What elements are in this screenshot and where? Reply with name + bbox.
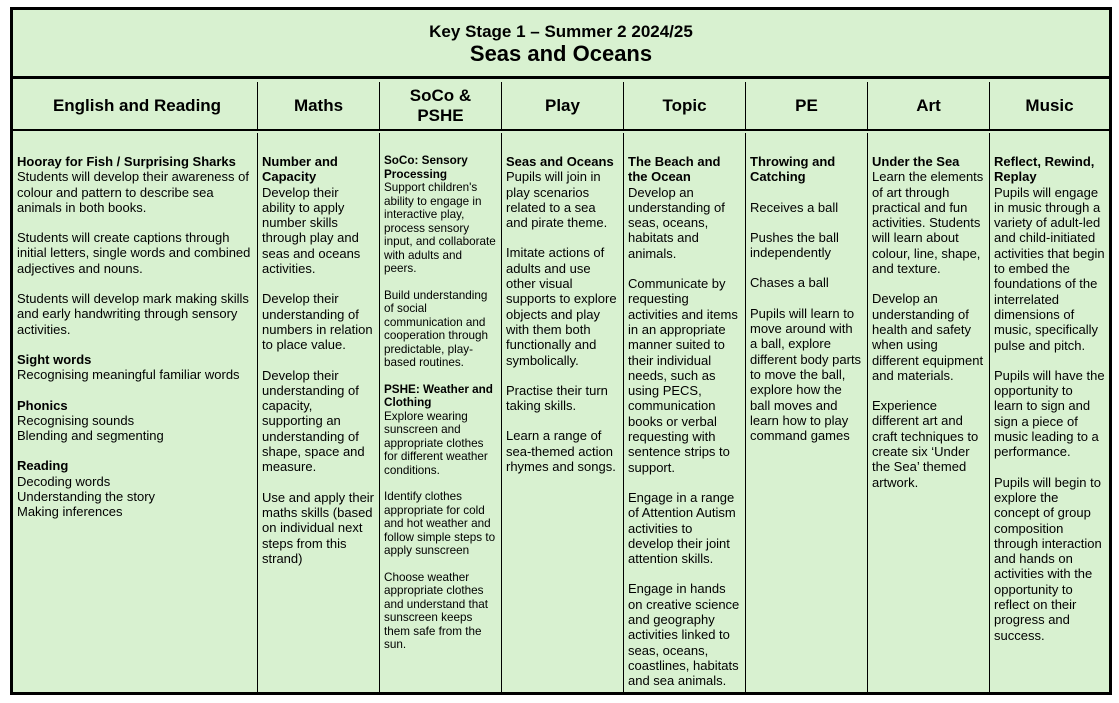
header-music: Music — [989, 82, 1109, 129]
header-pe: PE — [745, 82, 867, 129]
play-heading: Seas and Oceans — [506, 154, 614, 169]
header-soco-pshe-label: SoCo & PSHE — [409, 85, 472, 125]
topic-paragraph: Communicate by requesting activities and items in an appropriate manner suited to their individual needs, such as using PECS, communication books or verbal requesting with sentence strips to support. — [628, 276, 738, 475]
maths-paragraph: Develop their ability to apply number skills through play and seas and oceans activities. — [262, 184, 361, 277]
header-play: Play — [501, 82, 623, 129]
maths-paragraph: Develop their understanding of numbers in relation to place value. — [262, 291, 373, 353]
cell-play — [501, 133, 623, 693]
reading-text: Understanding the story — [17, 489, 156, 505]
header-topic: Topic — [623, 82, 745, 129]
english-paragraph: Students will develop mark making skills and early handwriting through sensory activities. — [17, 291, 249, 337]
cell-english-reading — [13, 133, 257, 693]
play-paragraph: Learn a range of sea-themed action rhymes and songs. — [506, 428, 616, 475]
art-paragraph: Experience different art and craft techniques to create six ‘Under the Sea’ themed artwork. — [872, 398, 979, 490]
phonics-text: Blending and segmenting — [17, 428, 164, 444]
music-heading: Reflect, Rewind, Replay — [994, 154, 1095, 185]
maths-paragraph: Use and apply their maths skills (based on individual next steps from this strand) — [262, 489, 375, 566]
topic-paragraph: Engage in hands on creative science and geography activities linked to seas, oceans, coastlines, habitats and sea animals. — [628, 581, 740, 689]
cell-soco-pshe — [379, 133, 501, 693]
soco-heading: SoCo: Sensory Processing — [384, 154, 468, 181]
pe-heading: Throwing and Catching — [750, 154, 836, 185]
header-art: Art — [867, 82, 989, 129]
maths-heading: Number and Capacity — [262, 154, 338, 185]
cell-music — [989, 133, 1109, 693]
maths-paragraph: Develop their understanding of capacity, supporting an understanding of shape, space and measure. — [262, 367, 365, 475]
english-paragraph: Students will develop their awareness of colour and pattern to describe sea animals in both books. — [17, 169, 249, 215]
english-heading: Hooray for Fish / Surprising Sharks — [17, 154, 236, 169]
header-english-reading: English and Reading — [52, 95, 222, 115]
header-soco-pshe — [379, 82, 501, 129]
phonics-heading: Phonics — [17, 397, 68, 413]
pshe-paragraph: Identify clothes appropriate for cold and hot weather and follow simple steps to apply sunscreen — [384, 490, 496, 557]
art-heading: Under the Sea — [872, 154, 960, 169]
art-paragraph: Develop an understanding of health and safety when using different equipment and materials. — [872, 291, 984, 383]
subject-header-row — [13, 82, 1109, 131]
reading-text: Making inferences — [17, 504, 123, 520]
pe-paragraph: Pupils will learn to move around with a ball, explore different body parts to move the ball, explore how the ball moves and learn how to play command games — [750, 305, 862, 444]
music-paragraph: Pupils will have the opportunity to learn to sign and sign a piece of music leading to a performance. — [994, 367, 1105, 460]
english-paragraph: Students will create captions through initial letters, single words and combined adjectives and nouns. — [17, 230, 251, 276]
music-paragraph: Pupils will engage in music through a variety of adult-led and child-initiated activities that begin to embed the foundations of the interrelated dimensions of music, specifically pulse and pitch. — [994, 184, 1105, 353]
topic-heading: The Beach and the Ocean — [628, 154, 721, 185]
page-title: Seas and Oceans — [469, 41, 653, 66]
title-block — [13, 10, 1109, 79]
music-paragraph: Pupils will begin to explore the concept of group composition through interaction and hands on activities with the opportunity to reflect on their progress and success. — [994, 474, 1102, 643]
soco-content — [384, 154, 497, 652]
header-maths: Maths — [257, 82, 379, 129]
pshe-paragraph: Explore wearing sunscreen and appropriate clothes for different weather conditions. — [384, 409, 488, 477]
play-paragraph: Pupils will join in play scenarios related to a sea and pirate theme. — [506, 169, 608, 231]
cell-maths — [257, 133, 379, 693]
reading-heading: Reading — [17, 458, 69, 474]
reading-text: Decoding words — [17, 473, 111, 489]
topic-paragraph: Develop an understanding of seas, oceans, habitats and animals. — [628, 184, 725, 261]
curriculum-table — [10, 7, 1112, 695]
cell-art — [867, 133, 989, 693]
topic-paragraph: Engage in a range of Attention Autism activities to develop their joint attention skills. — [628, 489, 736, 567]
pe-paragraph: Chases a ball — [750, 275, 829, 291]
art-paragraph: Learn the elements of art through practical and fun activities. Students will learn about colour, line, shape, and texture. — [872, 169, 984, 277]
cell-pe — [745, 133, 867, 693]
pshe-heading: PSHE: Weather and Clothing — [384, 382, 493, 409]
pe-paragraph: Receives a ball — [750, 199, 839, 215]
phonics-text: Recognising sounds — [17, 412, 135, 428]
sight-words-text: Recognising meaningful familiar words — [17, 367, 240, 383]
play-paragraph: Imitate actions of adults and use other visual supports to explore objects and play with them both functionally and symbolically. — [506, 245, 617, 368]
soco-paragraph: Support children's ability to engage in interactive play, process sensory input, and collaborate with adults and peers. — [384, 181, 496, 275]
cell-topic — [623, 133, 745, 693]
sight-words-heading: Sight words — [17, 351, 92, 367]
term-subtitle: Key Stage 1 – Summer 2 2024/25 — [429, 22, 693, 41]
soco-paragraph: Build understanding of social communication and cooperation through predictable, play-based routines. — [384, 288, 488, 369]
pshe-paragraph: Choose weather appropriate clothes and understand that sunscreen keeps them safe from the sun. — [384, 570, 488, 651]
subject-content-row — [13, 133, 1109, 693]
play-paragraph: Practise their turn taking skills. — [506, 382, 608, 414]
pe-paragraph: Pushes the ball independently — [750, 229, 839, 261]
